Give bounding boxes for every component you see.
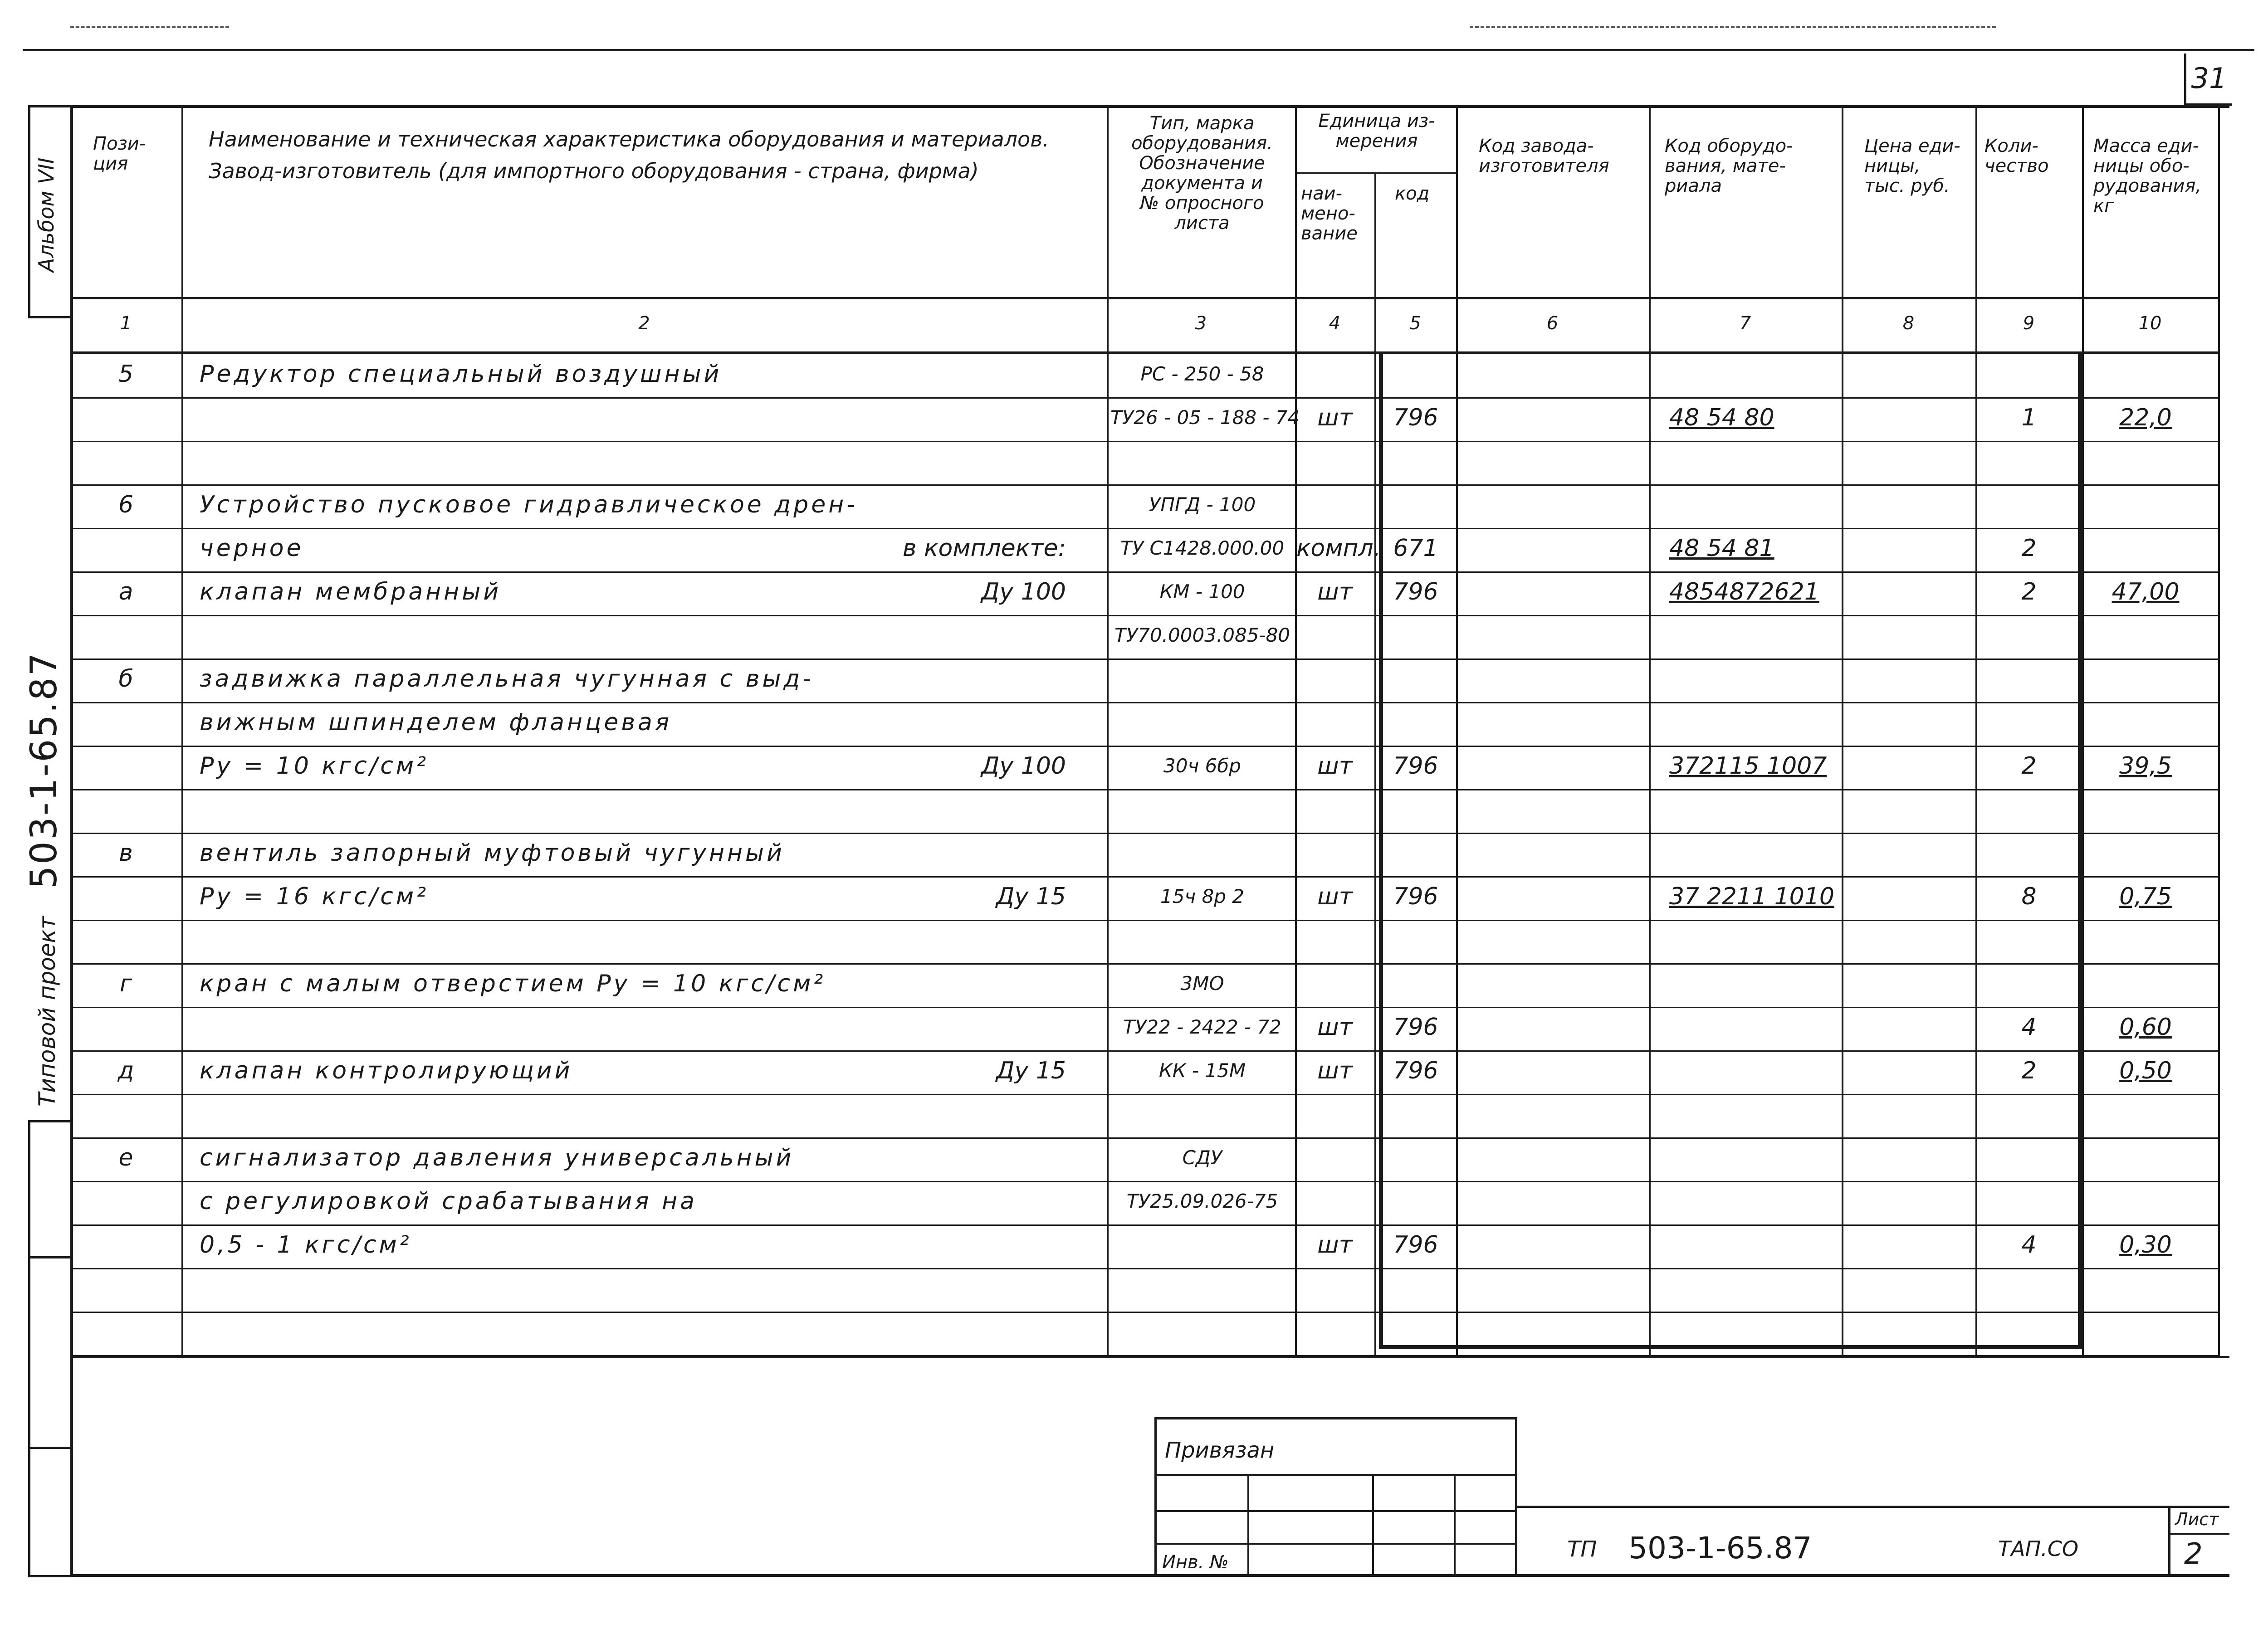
- cell-name-right: Ду 15: [996, 883, 1066, 910]
- col-divider: [1374, 172, 1376, 1357]
- colnum-5: 5: [1409, 313, 1421, 334]
- cell-unit: шт: [1317, 578, 1353, 605]
- cell-name: вижным шпинделем фланцевая: [200, 709, 672, 736]
- table-row-line: [70, 1312, 2218, 1313]
- margin-stamp-column: [28, 1120, 70, 1577]
- cell-pos: е: [118, 1144, 133, 1171]
- titleblock-sheet-code: ТАП.СО: [1998, 1536, 2079, 1561]
- cell-type: РС - 250 - 58: [1140, 363, 1264, 385]
- margin-project-type: Типовой проект: [34, 916, 60, 1107]
- hdr-material-code: Код оборудо- вания, мате- риала: [1665, 136, 1793, 196]
- cell-mass: 0,60: [2119, 1014, 2172, 1041]
- colnum-bottom-line: [70, 351, 2218, 354]
- header-bottom-line: [70, 297, 2218, 299]
- cell-mass: 47,00: [2112, 578, 2180, 605]
- colnum-1: 1: [120, 313, 132, 334]
- cell-pos: в: [119, 839, 133, 867]
- cell-type: ТУ25.09.026-75: [1126, 1190, 1278, 1212]
- cell-pos: г: [119, 970, 132, 997]
- unit-header-divider: [1295, 172, 1456, 174]
- cell-name: Устройство пусковое гидравлическое дрен-: [200, 491, 858, 518]
- hdr-unit-code: код: [1395, 183, 1430, 204]
- col-divider: [1107, 105, 1109, 1357]
- top-dash-right: [1470, 26, 1996, 28]
- top-border-line: [23, 49, 2254, 51]
- table-row-line: [70, 1181, 2218, 1182]
- cell-unit: шт: [1317, 1014, 1353, 1041]
- cell-type: 30ч 6бр: [1163, 755, 1241, 777]
- cell-mass: 0,50: [2119, 1057, 2172, 1084]
- table-row-line: [70, 963, 2218, 965]
- cell-type: ТУ70.0003.085-80: [1114, 624, 1290, 646]
- table-row-line: [70, 528, 2218, 529]
- cell-type: УПГД - 100: [1149, 493, 1256, 516]
- colnum-8: 8: [1902, 313, 1915, 334]
- cell-mat: 372115 1007: [1669, 752, 1827, 780]
- table-row-line: [70, 615, 2218, 616]
- cell-name: Ру = 16 кгс/см²: [200, 883, 429, 910]
- sheet-number: 2: [2184, 1537, 2203, 1571]
- cell-name: задвижка параллельная чугунная с выд-: [200, 665, 814, 693]
- cell-name: черное: [200, 535, 304, 562]
- titleblock-top-line: [1517, 1506, 2229, 1508]
- hdr-name-line2: Завод-изготовитель (для импортного оборудования - страна, фирма): [209, 159, 979, 183]
- cell-name-right: Ду 100: [981, 578, 1066, 605]
- cell-qty: 4: [2021, 1231, 2037, 1258]
- cell-mass: 0,75: [2119, 883, 2172, 910]
- hdr-position: Пози- ция: [93, 133, 146, 174]
- cell-name-right: в комплекте:: [902, 535, 1066, 562]
- margin-project-code: 503-1-65.87: [23, 651, 65, 889]
- colnum-7: 7: [1739, 313, 1751, 334]
- cell-type: 3МО: [1180, 972, 1224, 995]
- hdr-unit-group: Единица из- мерения: [1318, 111, 1435, 151]
- colnum-4: 4: [1329, 313, 1341, 334]
- margin-album-label: Альбом VII: [34, 157, 59, 272]
- stamp-inv-label: Инв. №: [1162, 1552, 1229, 1573]
- colnum-6: 6: [1546, 313, 1559, 334]
- cell-code: 796: [1393, 1014, 1438, 1041]
- col-divider: [2082, 105, 2084, 1357]
- cell-type: 15ч 8р 2: [1160, 885, 1245, 907]
- titleblock-code: 503-1-65.87: [1628, 1531, 1812, 1566]
- colnum-3: 3: [1195, 313, 1207, 334]
- cell-code: 796: [1393, 404, 1438, 431]
- hdr-factory-code: Код завода- изготовителя: [1479, 136, 1609, 176]
- cell-qty: 8: [2021, 883, 2037, 910]
- colnum-2: 2: [638, 313, 650, 334]
- cell-type: ТУ26 - 05 - 188 - 74: [1110, 406, 1300, 429]
- cell-code: 796: [1393, 1057, 1438, 1084]
- cell-name: вентиль запорный муфтовый чугунный: [200, 839, 785, 867]
- cell-qty: 1: [2021, 404, 2037, 431]
- cell-name: клапан контролирующий: [200, 1057, 573, 1084]
- table-row-line: [70, 1050, 2218, 1052]
- top-dash-left: [70, 26, 229, 28]
- cell-mat: 4854872621: [1669, 578, 1819, 605]
- cell-pos: а: [118, 578, 133, 605]
- cell-name: клапан мембранный: [200, 578, 502, 605]
- colnum-10: 10: [2138, 313, 2162, 334]
- cell-unit: шт: [1317, 883, 1353, 910]
- cell-mass: 0,30: [2119, 1231, 2172, 1258]
- cell-mat: 48 54 80: [1669, 404, 1774, 431]
- cell-mass: 22,0: [2119, 404, 2172, 431]
- table-row-line: [70, 397, 2218, 399]
- cell-type: ТУ22 - 2422 - 72: [1123, 1016, 1281, 1038]
- cell-pos: б: [118, 665, 133, 693]
- binding-stamp: [1154, 1417, 1517, 1577]
- cell-name-right: Ду 15: [996, 1057, 1066, 1084]
- cell-name: Редуктор специальный воздушный: [200, 361, 722, 388]
- cell-qty: 2: [2021, 1057, 2037, 1084]
- cell-type: КМ - 100: [1159, 580, 1245, 603]
- cell-name: 0,5 - 1 кгс/см²: [200, 1231, 412, 1258]
- margin-divider: [28, 1447, 70, 1449]
- cell-code: 796: [1393, 578, 1438, 605]
- hdr-type: Тип, марка оборудования. Обозначение документа и № опросного листа: [1131, 113, 1273, 234]
- cell-qty: 4: [2021, 1014, 2037, 1041]
- col-divider: [2218, 105, 2220, 1357]
- hdr-quantity: Коли- чество: [1984, 136, 2049, 176]
- cell-type: СДУ: [1182, 1146, 1222, 1169]
- cell-pos: 6: [118, 491, 134, 518]
- cell-name: с регулировкой срабатывания на: [200, 1188, 697, 1215]
- cell-qty: 2: [2021, 752, 2037, 780]
- page-number: 31: [2184, 54, 2232, 106]
- table-row-line: [70, 571, 2218, 573]
- stamp-bound-label: Привязан: [1165, 1438, 1275, 1463]
- table-row-line: [70, 789, 2218, 790]
- titleblock-prefix: ТП: [1567, 1536, 1597, 1562]
- cell-pos: 5: [118, 361, 134, 388]
- cell-qty: 2: [2021, 578, 2037, 605]
- hdr-unit-name: наи- мено- вание: [1301, 183, 1358, 244]
- sheet-label: Лист: [2175, 1509, 2219, 1529]
- cell-qty: 2: [2021, 535, 2037, 562]
- cell-unit: шт: [1317, 1231, 1353, 1258]
- table-row-line: [70, 658, 2218, 660]
- highlight-box: [1379, 354, 2082, 1349]
- table-row-line: [70, 1224, 2218, 1226]
- table-row-line: [70, 833, 2218, 834]
- table-row-line: [70, 702, 2218, 703]
- cell-mass: 39,5: [2119, 752, 2172, 780]
- colnum-9: 9: [2023, 313, 2035, 334]
- cell-pos: д: [117, 1057, 134, 1084]
- cell-code: 671: [1393, 535, 1438, 562]
- cell-code: 796: [1393, 752, 1438, 780]
- hdr-mass: Масса еди- ницы обо- рудования, кг: [2093, 136, 2202, 216]
- col-divider: [1295, 105, 1297, 1357]
- margin-divider: [28, 1256, 70, 1258]
- table-row-line: [70, 1007, 2218, 1008]
- cell-name: кран с малым отверстием Ру = 10 кгс/см²: [200, 970, 826, 997]
- cell-type: КК - 15М: [1158, 1059, 1246, 1082]
- cell-unit: компл.: [1296, 535, 1381, 562]
- cell-code: 796: [1393, 883, 1438, 910]
- table-row-line: [70, 920, 2218, 921]
- cell-name-right: Ду 100: [981, 752, 1066, 780]
- cell-mat: 48 54 81: [1669, 535, 1774, 562]
- table-row-line: [70, 1268, 2218, 1269]
- hdr-price: Цена еди- ницы, тыс. руб.: [1864, 136, 1960, 196]
- cell-code: 796: [1393, 1231, 1438, 1258]
- cell-unit: шт: [1317, 752, 1353, 780]
- cell-unit: шт: [1317, 1057, 1353, 1084]
- table-row-line: [70, 441, 2218, 442]
- table-bottom-line: [70, 1356, 2229, 1358]
- cell-name: сигнализатор давления универсальный: [200, 1144, 794, 1171]
- table-row-line: [70, 1094, 2218, 1095]
- cell-unit: шт: [1317, 404, 1353, 431]
- hdr-name-line1: Наименование и техническая характеристика оборудования и материалов.: [209, 127, 1049, 151]
- table-row-line: [70, 1137, 2218, 1139]
- table-row-line: [70, 876, 2218, 878]
- col-divider: [181, 105, 183, 1357]
- sheet-box: [2168, 1506, 2229, 1577]
- cell-mat: 37 2211 1010: [1669, 883, 1834, 910]
- table-row-line: [70, 746, 2218, 747]
- cell-type: ТУ С1428.000.00: [1120, 537, 1285, 559]
- table-row-line: [70, 484, 2218, 486]
- cell-name: Ру = 10 кгс/см²: [200, 752, 429, 780]
